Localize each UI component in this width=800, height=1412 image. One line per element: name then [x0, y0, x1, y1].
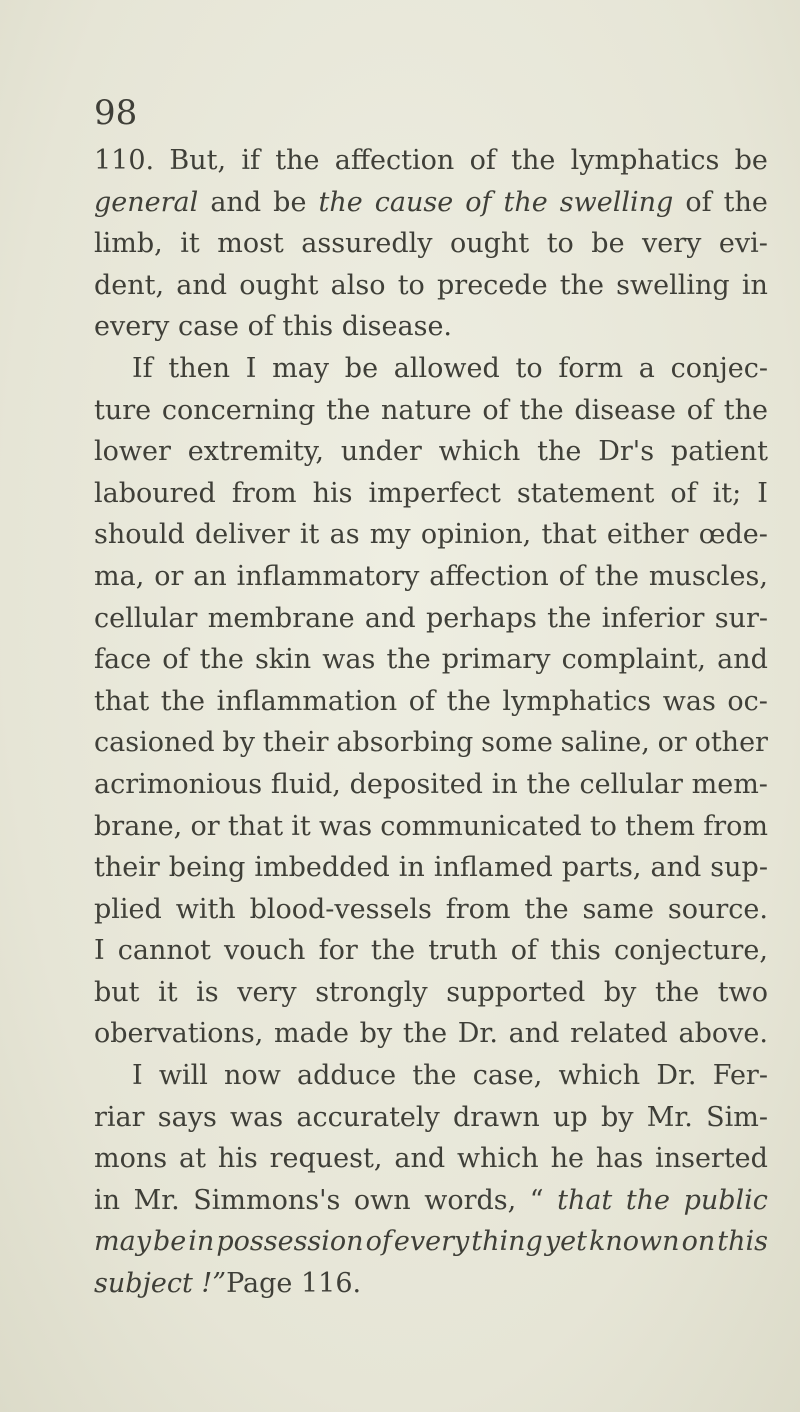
word: an [193, 560, 227, 592]
word: inflamed [433, 852, 553, 884]
word: by [603, 976, 637, 1008]
word: 110. [94, 145, 155, 176]
word: to [515, 352, 543, 384]
word: the [547, 602, 592, 634]
word: also [330, 269, 386, 301]
word: riar [94, 1101, 145, 1133]
word: most [217, 228, 284, 260]
word: opinion, [420, 519, 532, 551]
word: the [524, 893, 569, 925]
word: it; [712, 477, 742, 509]
word: statement [516, 477, 655, 509]
word: the [594, 560, 639, 592]
word: and [364, 602, 416, 634]
word: may [94, 1226, 151, 1258]
word: case, [472, 1060, 543, 1092]
word: lower [94, 436, 171, 468]
text-line [94, 1013, 768, 1055]
word: imperfect [368, 477, 501, 509]
word: source. [667, 893, 768, 925]
word: form [558, 352, 624, 384]
text-line [94, 556, 768, 598]
word: words, [424, 1184, 517, 1216]
word: be [344, 352, 379, 384]
word: obervations, [94, 1018, 264, 1050]
word: very [642, 228, 702, 260]
word: inferior [601, 602, 705, 634]
word: by [600, 1101, 634, 1133]
word: accurately [296, 1101, 440, 1133]
word: and [394, 1143, 446, 1175]
word: inflammation [216, 685, 398, 717]
text-line [94, 598, 768, 640]
word: absorbing [336, 727, 474, 759]
word: to [397, 269, 425, 301]
word: communicated [380, 810, 582, 842]
word: then [168, 352, 230, 384]
word: the [526, 768, 571, 800]
word: drawn [453, 1101, 540, 1133]
text-line [94, 1055, 768, 1097]
word: the [723, 186, 768, 218]
word: Fer- [712, 1060, 768, 1092]
word: will [158, 1060, 208, 1092]
word: sup- [710, 852, 768, 884]
word: says [157, 1101, 217, 1133]
word: a [638, 352, 655, 384]
word: in [398, 852, 425, 884]
word: related [570, 1018, 668, 1050]
word: it [291, 810, 311, 842]
word: has [595, 1143, 644, 1175]
word: which [457, 1143, 539, 1175]
word: the [386, 644, 431, 676]
word: of [670, 477, 697, 509]
word: saline, [560, 727, 650, 759]
text-line [94, 930, 768, 972]
word: every case of this disease. [94, 311, 453, 343]
word: it [299, 519, 320, 551]
word: is [196, 976, 219, 1008]
word: from [703, 810, 768, 842]
word: Mr. [646, 1101, 693, 1133]
word: Mr. [133, 1184, 180, 1216]
word: swelling [616, 269, 730, 301]
word: acrimonious [94, 768, 263, 800]
word: evi- [718, 228, 768, 260]
word: subject !” [94, 1268, 227, 1300]
word: now [224, 1060, 281, 1092]
word: other [694, 727, 768, 759]
word: cellular [94, 602, 198, 634]
word: their [94, 852, 160, 884]
body-text [94, 140, 768, 1305]
word: œde- [698, 519, 768, 551]
word: of [482, 394, 509, 426]
word: allowed [393, 352, 500, 384]
word: and [650, 852, 702, 884]
word: his [217, 1143, 258, 1175]
word: yet [544, 1226, 587, 1258]
word: if [241, 145, 260, 176]
text-line [94, 473, 768, 515]
word: I [245, 352, 257, 384]
word: Dr. [656, 1060, 697, 1092]
word: oc- [727, 685, 768, 717]
word: supported [446, 976, 586, 1008]
word: parts, [561, 852, 642, 884]
word: be [591, 228, 625, 260]
text-line [94, 1180, 768, 1222]
word: laboured [94, 477, 216, 509]
word: ma, [94, 560, 145, 592]
word: or [154, 560, 184, 592]
word: and [508, 1018, 560, 1050]
word: the [503, 186, 548, 218]
word: patient [670, 436, 768, 468]
word: If [132, 352, 153, 384]
word: by [359, 1018, 393, 1050]
word: on [681, 1226, 716, 1258]
word: swelling [559, 186, 674, 218]
text-line [94, 889, 768, 931]
word: as [329, 519, 360, 551]
word: nature [381, 394, 472, 426]
word: of [510, 935, 537, 967]
word: the [723, 394, 768, 426]
word: that [227, 810, 284, 842]
word: imbedded [254, 852, 390, 884]
text-line [94, 972, 768, 1014]
word: Simmons's [193, 1184, 341, 1216]
word: above. [678, 1018, 768, 1050]
word: every [393, 1226, 470, 1258]
word: be [734, 145, 768, 176]
word: adduce [296, 1060, 397, 1092]
word: assuredly [301, 228, 433, 260]
word: of [469, 145, 496, 176]
word: the [625, 1184, 671, 1216]
text-line [94, 306, 768, 348]
word: sur- [714, 602, 768, 634]
word: the [446, 685, 491, 717]
word: up [553, 1101, 588, 1133]
word: he [550, 1143, 584, 1175]
word: I [757, 477, 768, 509]
word: and [176, 269, 228, 301]
word: precede [437, 269, 548, 301]
word: the [559, 269, 604, 301]
word: vouch [224, 935, 306, 967]
text-line [94, 265, 768, 307]
word: I [94, 935, 105, 967]
word: and [717, 644, 768, 676]
word: with [175, 893, 236, 925]
word: mem- [691, 768, 768, 800]
word: the [519, 394, 564, 426]
word: perhaps [426, 602, 537, 634]
word: affection [429, 560, 549, 592]
word: cellular [579, 768, 683, 800]
word: deposited [349, 768, 483, 800]
word: the [654, 976, 700, 1008]
word: or [190, 810, 220, 842]
text-line [94, 1221, 768, 1263]
text-line [94, 722, 768, 764]
word: of [465, 186, 492, 218]
word: the [412, 1060, 457, 1092]
word: in [491, 768, 518, 800]
word: which [438, 436, 521, 468]
word: primary [441, 644, 551, 676]
word: may [272, 352, 330, 384]
word: being [168, 852, 246, 884]
word: strongly [315, 976, 428, 1008]
word: affection [334, 145, 455, 176]
word: of [558, 560, 585, 592]
word: thing [471, 1226, 543, 1258]
word: some [481, 727, 553, 759]
word: that [541, 519, 597, 551]
word: Dr's [598, 436, 655, 468]
word: my [369, 519, 411, 551]
word: I [132, 1060, 143, 1092]
word: Page 116. [226, 1268, 362, 1300]
word: his [312, 477, 353, 509]
word: the [318, 186, 363, 218]
word: request, [269, 1143, 383, 1175]
word: lymphatics [570, 145, 720, 176]
word: own [353, 1184, 411, 1216]
word: But, [169, 145, 227, 176]
word: of [162, 644, 189, 676]
word: from [445, 893, 511, 925]
word: this [550, 935, 601, 967]
word: of [408, 685, 435, 717]
word: in [188, 1226, 215, 1258]
word: was [318, 810, 373, 842]
word: or [657, 727, 687, 759]
word: be [152, 1226, 187, 1258]
word: of [365, 1226, 392, 1258]
word: general [94, 186, 199, 218]
word: at [179, 1143, 206, 1175]
word: for [318, 935, 358, 967]
word: the [160, 685, 205, 717]
word: made [274, 1018, 349, 1050]
word: the [370, 935, 416, 967]
word: ought [450, 228, 530, 260]
word: of [685, 186, 712, 218]
word: from [231, 477, 297, 509]
word: extremity, [187, 436, 325, 468]
word: under [340, 436, 422, 468]
word: cause [374, 186, 454, 218]
word: that [557, 1184, 613, 1216]
word: “ [529, 1184, 544, 1216]
text-line [94, 514, 768, 556]
word: conjec- [670, 352, 768, 384]
word: the [199, 644, 244, 676]
word: was [322, 644, 376, 676]
word: casioned [94, 727, 215, 759]
word: in [94, 1184, 121, 1216]
text-line [94, 390, 768, 432]
word: concerning [161, 394, 316, 426]
word: to [589, 810, 617, 842]
word: Sim- [706, 1101, 768, 1133]
word: mons [94, 1143, 168, 1175]
word: was [662, 685, 716, 717]
word: disease [574, 394, 677, 426]
text-line [94, 806, 768, 848]
word: was [230, 1101, 284, 1133]
word: dent, [94, 269, 165, 301]
word: them [625, 810, 695, 842]
text-line [94, 1138, 768, 1180]
word: same [582, 893, 654, 925]
word: membrane [207, 602, 355, 634]
word: in [741, 269, 768, 301]
text-line [94, 847, 768, 889]
word: it [180, 228, 200, 260]
word: that [94, 685, 150, 717]
word: cannot [117, 935, 211, 967]
word: truth [428, 935, 498, 967]
word: possession [216, 1226, 364, 1258]
word: which [558, 1060, 641, 1092]
text-line [94, 431, 768, 473]
word: muscles, [648, 560, 768, 592]
word: very [237, 976, 297, 1008]
text-line [94, 223, 768, 265]
word: and [210, 186, 262, 218]
word: deliver [195, 519, 290, 551]
word: Dr. [457, 1018, 498, 1050]
word: the [326, 394, 371, 426]
word: the [275, 145, 320, 176]
word: but [94, 976, 140, 1008]
word: plied [94, 893, 162, 925]
word: the [537, 436, 582, 468]
text-line [94, 182, 768, 224]
word: this [717, 1226, 768, 1258]
word: be [273, 186, 307, 218]
text-line [94, 639, 768, 681]
text-line [94, 140, 768, 182]
word: known [589, 1226, 680, 1258]
text-line [94, 1097, 768, 1139]
word: ought [239, 269, 319, 301]
word: ture [94, 394, 152, 426]
word: the [402, 1018, 448, 1050]
word: limb, [94, 228, 163, 260]
word: by [222, 727, 255, 759]
word: public [683, 1184, 768, 1216]
word: face [94, 644, 152, 676]
word: inserted [655, 1143, 768, 1175]
page-number: 98 [94, 93, 138, 133]
text-line [94, 681, 768, 723]
text-line [94, 764, 768, 806]
word: of [686, 394, 713, 426]
word: it [158, 976, 178, 1008]
word: two [717, 976, 768, 1008]
word: conjecture, [613, 935, 768, 967]
text-line [94, 1263, 768, 1305]
word: complaint, [561, 644, 707, 676]
word: inflammatory [236, 560, 420, 592]
word: brane, [94, 810, 183, 842]
word: blood-vessels [249, 893, 432, 925]
word: to [546, 228, 574, 260]
word: lymphatics [502, 685, 652, 717]
word: skin [254, 644, 312, 676]
text-line [94, 348, 768, 390]
word: the [511, 145, 556, 176]
word: fluid, [270, 768, 341, 800]
word: should [94, 519, 185, 551]
word: either [606, 519, 689, 551]
word: their [262, 727, 329, 759]
